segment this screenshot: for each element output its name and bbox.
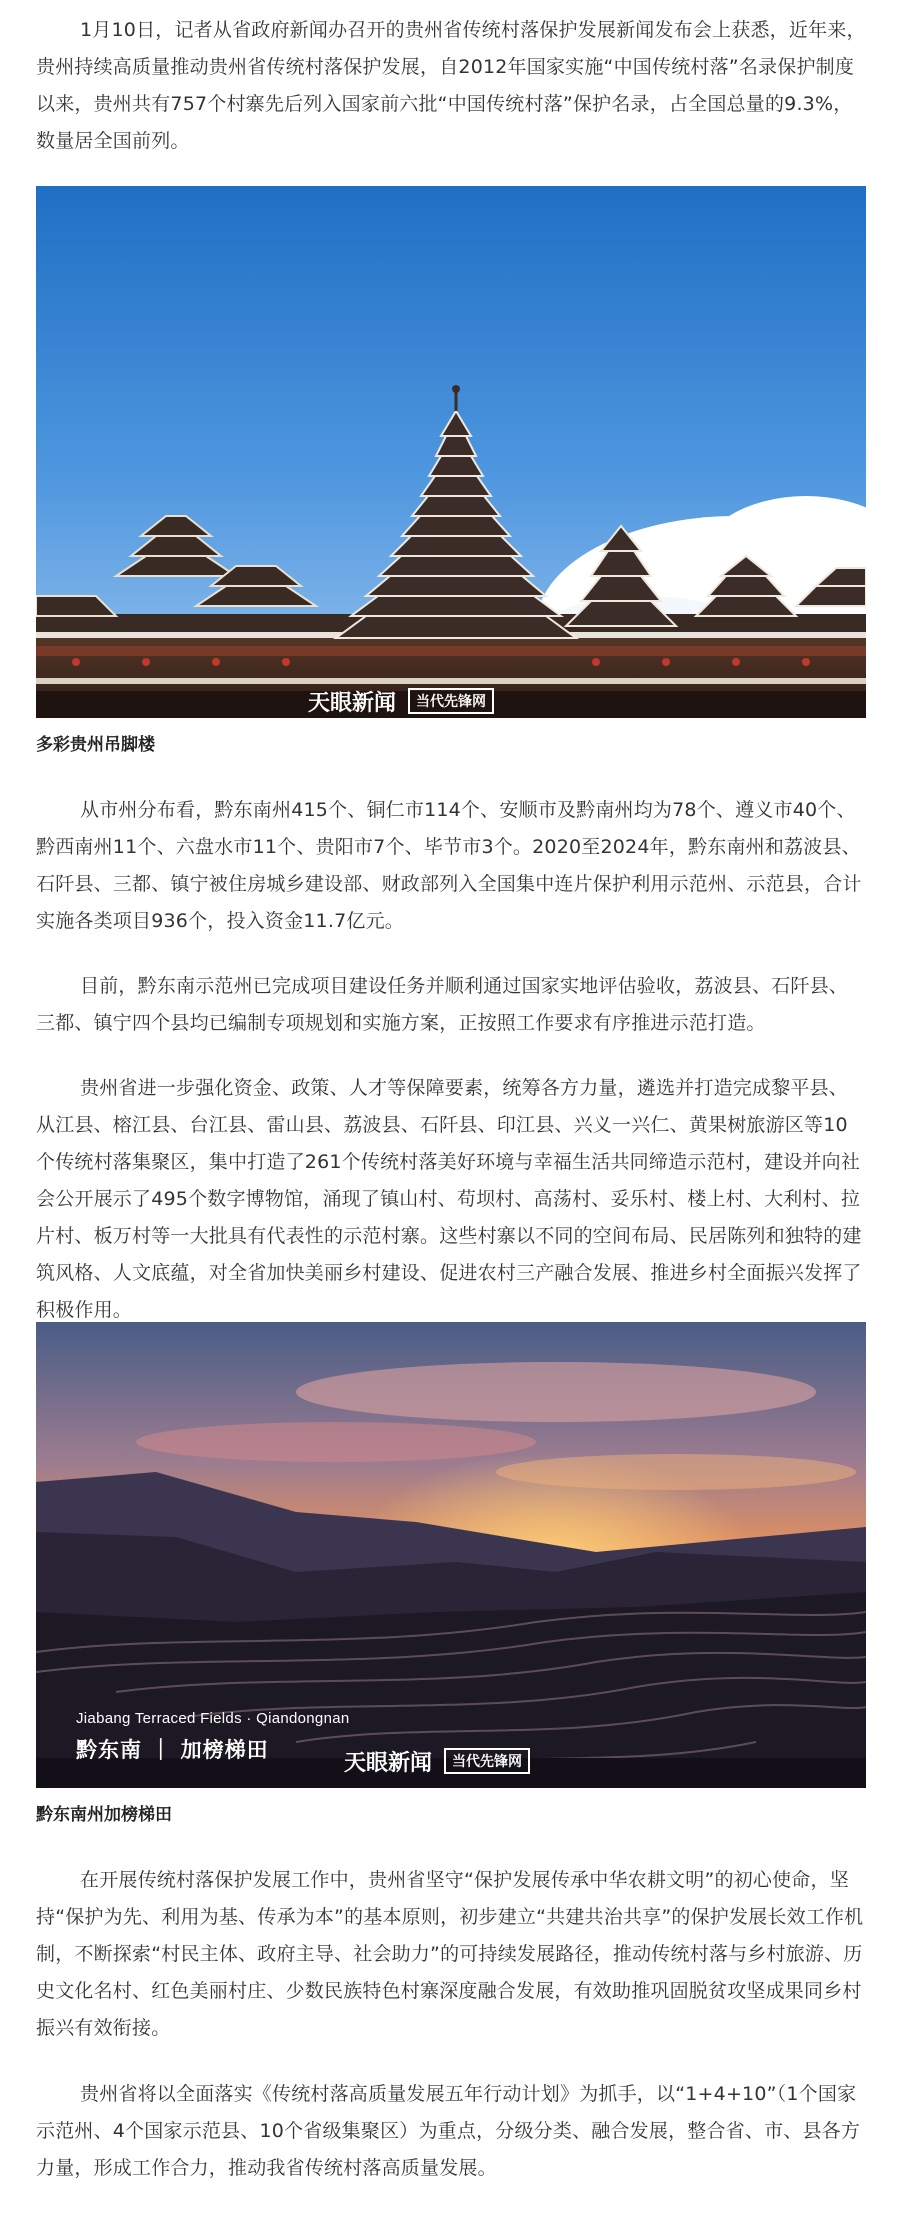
watermark-sub: 当代先锋网 <box>444 1748 530 1774</box>
watermark-logo: 天眼新闻 <box>308 691 397 716</box>
photo-caption-terraced-fields: 黔东南州加榜梯田 <box>36 1805 172 1825</box>
paragraph-progress: 目前，黔东南示范州已完成项目建设任务并顺利通过国家实地评估验收，荔波县、石阡县、三都、镇宁四个县均已编制专项规划和实施方案，正按照工作要求有序推进示范打造。 <box>36 975 849 1034</box>
overlay-english-title: Jiabang Terraced Fields · Qiandongnan <box>76 1710 350 1727</box>
overlay-chinese-title: 黔东南 ｜ 加榜梯田 <box>76 1738 269 1762</box>
paragraph-plan: 贵州省将以全面落实《传统村落高质量发展五年行动计划》为抓手，以“1+4+10”（1个国家示范州、4个国家示范县、10个省级集聚区）为重点，分级分类、融合发展，整合省、市、县各方力量，形成工作合力，推动我省传统村落高质量发展。 <box>36 2083 861 2179</box>
photo-drum-tower[interactable] <box>36 186 866 718</box>
paragraph-measures: 贵州省进一步强化资金、政策、人才等保障要素，统筹各方力量，遴选并打造完成黎平县、从江县、榕江县、台江县、雷山县、荔波县、石阡县、印江县、兴义一兴仁、黄果树旅游区等10个传统村落集聚区，集中打造了261个传统村落美好环境与幸福生活共同缔造示范村，建设并向社会公开展示了495个数字博物馆，涌现了镇山村、苟坝村、高荡村、妥乐村、楼上村、大利村、拉片村、板万村等一大批具有代表性的示范村寨。这些村寨以不同的空间布局、民居陈列和独特的建筑风格、人文底蕴，对全省加快美丽乡村建设、促进农村三产融合发展、推进乡村全面振兴发挥了积极作用。 <box>36 1077 862 1321</box>
photo-terraced-fields[interactable] <box>36 1322 866 1788</box>
paragraph-distribution: 从市州分布看，黔东南州415个、铜仁市114个、安顺市及黔南州均为78个、遵义市40个、黔西南州11个、六盘水市11个、贵阳市7个、毕节市3个。2020至2024年，黔东南州和荔波县、石阡县、三都、镇宁被住房城乡建设部、财政部列入全国集中连片保护利用示范州、示范县，合计实施各类项目936个，投入资金11.7亿元。 <box>36 799 862 932</box>
drum-tower-illustration <box>36 186 866 718</box>
watermark-logo: 天眼新闻 <box>344 1751 433 1776</box>
paragraph-intro: 1月10日，记者从省政府新闻办召开的贵州省传统村落保护发展新闻发布会上获悉，近年来，贵州持续高质量推动贵州省传统村落保护发展，自2012年国家实施“中国传统村落”名录保护制度以来，贵州共有757个村寨先后列入国家前六批“中国传统村落”保护名录，占全国总量的9.3%，数量居全国前列。 <box>36 19 866 152</box>
paragraph-principles: 在开展传统村落保护发展工作中，贵州省坚守“保护发展传承中华农耕文明”的初心使命，坚持“保护为先、利用为基、传承为本”的基本原则，初步建立“共建共治共享”的保护发展长效工作机制，不断探索“村民主体、政府主导、社会助力”的可持续发展路径，推动传统村落与乡村旅游、历史文化名村、红色美丽村庄、少数民族特色村寨深度融合发展，有效助推巩固脱贫攻坚成果同乡村振兴有效衔接。 <box>36 1869 864 2039</box>
photo-caption-drum-tower: 多彩贵州吊脚楼 <box>36 735 155 755</box>
watermark-sub: 当代先锋网 <box>408 688 494 714</box>
